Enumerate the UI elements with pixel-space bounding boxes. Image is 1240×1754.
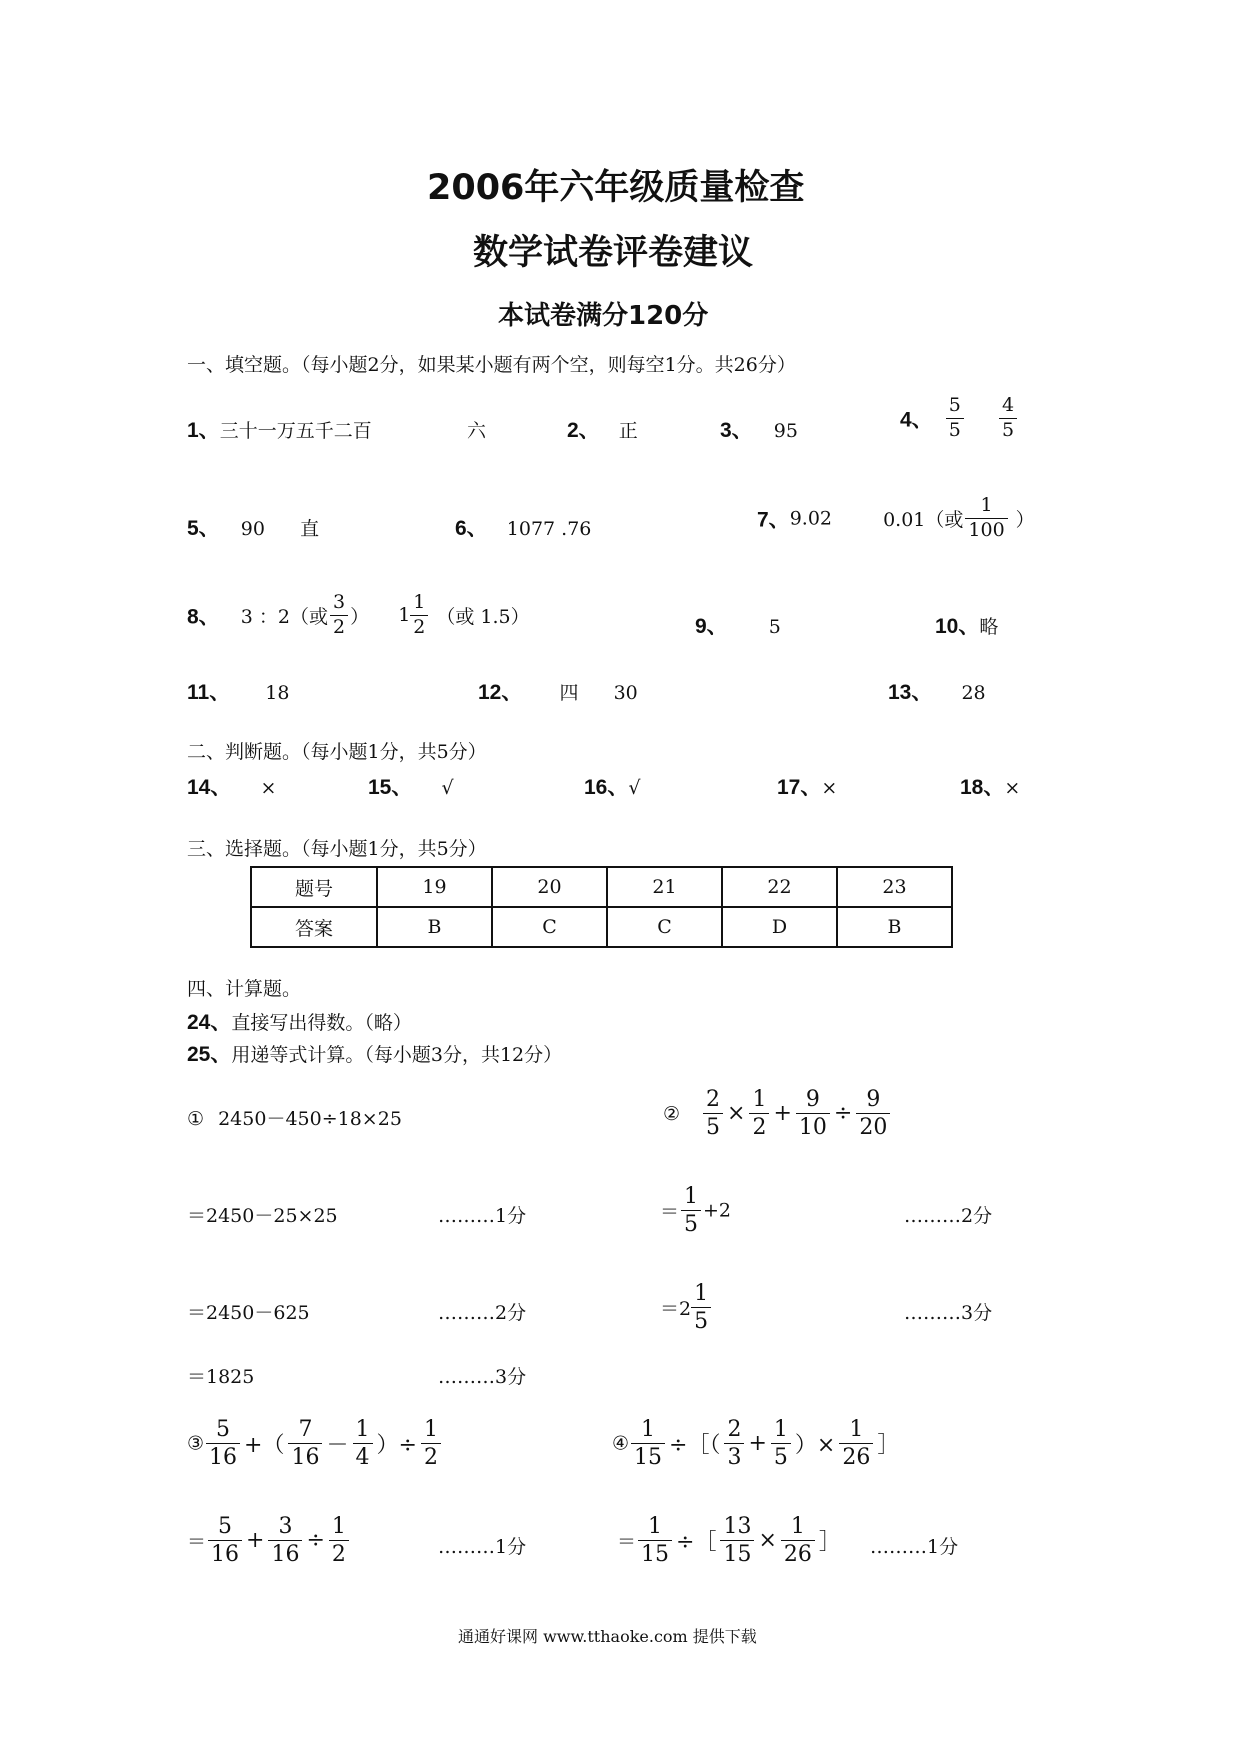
numerator: 5 (948, 394, 961, 416)
denominator: 15 (720, 1540, 754, 1566)
numerator: 1 (355, 1417, 370, 1442)
answer-table (250, 866, 953, 948)
operator: ÷ (306, 1528, 325, 1554)
answer: 直 (300, 518, 320, 540)
section-2-header: 二、判断题。（每小题1分，共5分） (187, 741, 487, 763)
question-number: 6、 (455, 517, 488, 540)
fraction (703, 1088, 723, 1139)
p3-points-1: ………1分 (438, 1536, 527, 1558)
question-text: 直接写出得数。（略） (231, 1012, 412, 1034)
answer: 略 (979, 616, 999, 638)
q24 (187, 1006, 412, 1036)
operator: ÷［ (676, 1530, 717, 1556)
judgment-item (584, 771, 640, 801)
fraction (771, 1418, 791, 1469)
table-cell: 答案 (251, 907, 377, 947)
table-row (251, 907, 952, 947)
answer: ） (1015, 508, 1035, 531)
table-cell: B (377, 907, 492, 947)
problem-1 (187, 1104, 402, 1131)
operator: ÷［（ (669, 1433, 721, 1459)
question-number: 7、 (757, 508, 790, 532)
fraction (720, 1515, 754, 1566)
judgment-item (960, 771, 1020, 801)
operator: ］ (818, 1530, 841, 1556)
page-title: 2006年六年级质量检查 (427, 168, 805, 208)
fraction (946, 396, 964, 441)
q2 (567, 414, 638, 444)
numerator: 1 (773, 1417, 788, 1442)
denominator: 5 (999, 418, 1017, 441)
p4-step-1 (617, 1515, 843, 1566)
numerator: 9 (866, 1087, 881, 1112)
judgment-item (368, 771, 454, 801)
operator: × (758, 1528, 777, 1554)
answer: 18 (265, 682, 290, 704)
denominator: 16 (206, 1443, 240, 1469)
problem-label: ② (663, 1102, 681, 1125)
fraction (749, 1088, 769, 1139)
denominator: 16 (208, 1540, 242, 1566)
answer: 三十一万五千二百 (219, 420, 372, 442)
denominator: 3 (724, 1443, 744, 1469)
p2-points-2: ………3分 (904, 1302, 993, 1324)
denominator: 15 (631, 1443, 665, 1469)
p4-points-1: ………1分 (870, 1536, 959, 1558)
table-row (251, 867, 952, 907)
answer: √ (628, 777, 641, 799)
section-3-header: 三、选择题。（每小题1分，共5分） (187, 838, 487, 860)
numerator: 1 (980, 494, 993, 516)
denominator: 2 (330, 615, 348, 638)
operator: － (326, 1433, 349, 1459)
question-number: 5、 (187, 517, 220, 540)
total-score: 本试卷满分120分 (498, 301, 709, 331)
p1-points-2: ………2分 (438, 1302, 527, 1324)
denominator: 100 (965, 518, 1007, 541)
q7 (757, 496, 1035, 541)
p1-points-3: ………3分 (438, 1366, 527, 1388)
question-number: 24、 (187, 1011, 232, 1034)
question-number: 11、 (187, 681, 231, 704)
operator: ÷ (833, 1101, 853, 1127)
question-text: 用递等式计算。（每小题3分，共12分） (231, 1044, 563, 1066)
question-number: 8、 (187, 605, 220, 629)
operator: ）× (794, 1433, 836, 1459)
question-number: 17、 (777, 776, 822, 799)
answer: × (821, 777, 838, 799)
q6 (455, 512, 591, 542)
numerator: 13 (723, 1514, 752, 1539)
fraction (329, 1515, 349, 1566)
fraction (856, 1088, 890, 1139)
table-cell: 22 (722, 867, 837, 907)
denominator: 10 (796, 1113, 830, 1139)
operator: +（ (244, 1433, 285, 1459)
q25 (187, 1038, 562, 1068)
answer: 正 (618, 420, 638, 442)
problem-label: ④ (612, 1432, 630, 1455)
table-cell: B (837, 907, 952, 947)
judgment-item (777, 771, 837, 801)
numerator: 3 (333, 591, 346, 613)
question-number: 18、 (960, 776, 1005, 799)
p1-step-3: ＝1825 (187, 1366, 255, 1388)
fraction (965, 496, 1007, 541)
answer: 3 ：2（或 (240, 605, 328, 628)
fraction (206, 1418, 240, 1469)
numerator: 1 (752, 1087, 767, 1112)
numerator: 1 (641, 1417, 656, 1442)
fraction (781, 1515, 815, 1566)
question-number: 10、 (935, 615, 980, 638)
problem-label: ③ (187, 1432, 205, 1455)
problem-4 (612, 1418, 901, 1469)
fraction (681, 1185, 701, 1236)
operator: + (246, 1528, 265, 1554)
equals: ＝ (660, 1201, 680, 1224)
page-subtitle: 数学试卷评卷建议 (473, 233, 754, 273)
operator: ）÷ (376, 1433, 417, 1459)
answer: √ (441, 777, 454, 799)
judgment-item (187, 771, 276, 801)
numerator: 1 (694, 1281, 709, 1306)
fraction (999, 396, 1017, 441)
p2-points-1: ………2分 (904, 1205, 993, 1227)
numerator: 5 (216, 1417, 231, 1442)
table-cell: 20 (492, 867, 607, 907)
numerator: 4 (1001, 394, 1015, 416)
expression: 2450－450÷18×25 (218, 1108, 402, 1130)
fraction (410, 593, 428, 638)
equals: ＝ (617, 1531, 637, 1554)
denominator: 26 (781, 1540, 815, 1566)
answer: 30 (613, 682, 638, 704)
fraction (421, 1418, 441, 1469)
q10 (935, 610, 998, 640)
answer: 95 (773, 420, 798, 442)
table-cell: 23 (837, 867, 952, 907)
answer: × (1004, 777, 1021, 799)
fraction (268, 1515, 302, 1566)
q4 (900, 396, 1019, 441)
whole-part: 1 (398, 604, 411, 627)
q13 (888, 676, 986, 706)
numerator: 1 (413, 591, 426, 613)
question-number: 1、 (187, 419, 220, 442)
question-number: 12、 (478, 681, 523, 704)
table-cell: C (607, 907, 722, 947)
q12 (478, 676, 638, 706)
operator: + (748, 1431, 767, 1457)
fraction (724, 1418, 744, 1469)
numerator: 7 (298, 1417, 313, 1442)
answer: 四 (559, 682, 579, 704)
question-number: 9、 (695, 615, 728, 638)
section-1-header: 一、填空题。（每小题2分，如果某小题有两个空，则每空1分。共26分） (187, 354, 796, 376)
answer: 5 (768, 616, 781, 638)
problem-3 (187, 1418, 443, 1469)
fraction (839, 1418, 873, 1469)
p2-step-2 (660, 1282, 713, 1333)
question-number: 25、 (187, 1043, 232, 1066)
denominator: 2 (329, 1540, 349, 1566)
numerator: 1 (790, 1514, 805, 1539)
numerator: 2 (706, 1087, 721, 1112)
denominator: 5 (691, 1307, 711, 1333)
answer: ） (350, 605, 370, 628)
denominator: 2 (749, 1113, 769, 1139)
denominator: 15 (638, 1540, 672, 1566)
question-number: 4、 (900, 408, 933, 432)
fraction (288, 1418, 322, 1469)
question-number: 15、 (368, 776, 413, 799)
table-cell: D (722, 907, 837, 947)
q8 (187, 593, 530, 638)
equals: ＝2 (660, 1298, 692, 1321)
fraction (631, 1418, 665, 1469)
numerator: 9 (805, 1087, 820, 1112)
fraction (796, 1088, 830, 1139)
numerator: 1 (849, 1417, 864, 1442)
answer: 0.01（或 (883, 508, 964, 531)
denominator: 2 (410, 615, 428, 638)
problem-2 (663, 1088, 892, 1139)
answer: 28 (961, 682, 986, 704)
fraction (330, 593, 348, 638)
question-number: 16、 (584, 776, 629, 799)
problem-label: ① (187, 1108, 205, 1130)
numerator: 1 (331, 1514, 346, 1539)
table-cell: C (492, 907, 607, 947)
q3 (720, 414, 798, 444)
p3-step-1 (187, 1515, 351, 1566)
table-cell: 21 (607, 867, 722, 907)
q5 (187, 512, 319, 542)
answer: 9.02 (789, 507, 832, 530)
denominator: 5 (681, 1210, 701, 1236)
answer: × (260, 777, 277, 799)
denominator: 5 (771, 1443, 791, 1469)
p2-step-1 (660, 1185, 731, 1236)
q1-answer-2: 六 (467, 420, 487, 442)
p1-step-1: ＝2450－25×25 (187, 1205, 338, 1227)
q9 (695, 610, 781, 640)
question-number: 14、 (187, 776, 232, 799)
operator: ］ (877, 1433, 900, 1459)
footer-credit: 通通好课网 www.tthaoke.com 提供下载 (458, 1627, 757, 1646)
p1-step-2: ＝2450－625 (187, 1302, 310, 1324)
q11 (187, 676, 289, 706)
denominator: 26 (839, 1443, 873, 1469)
answer: 90 (240, 518, 265, 540)
answer: 1077 .76 (506, 518, 592, 540)
table-cell: 19 (377, 867, 492, 907)
numerator: 1 (648, 1514, 663, 1539)
answer: （或 1.5） (436, 605, 530, 628)
denominator: 16 (288, 1443, 322, 1469)
fraction (691, 1282, 711, 1333)
fraction (353, 1418, 373, 1469)
denominator: 20 (856, 1113, 890, 1139)
p1-points-1: ………1分 (438, 1205, 527, 1227)
numerator: 1 (423, 1417, 438, 1442)
question-number: 13、 (888, 681, 933, 704)
numerator: 1 (684, 1184, 699, 1209)
denominator: 4 (353, 1443, 373, 1469)
fraction (638, 1515, 672, 1566)
expression: +2 (703, 1199, 732, 1222)
denominator: 16 (268, 1540, 302, 1566)
section-4-header: 四、计算题。 (187, 978, 302, 1000)
q1 (187, 414, 372, 444)
equals: ＝ (187, 1531, 207, 1554)
denominator: 5 (703, 1113, 723, 1139)
denominator: 5 (946, 418, 964, 441)
numerator: 2 (727, 1417, 742, 1442)
numerator: 5 (218, 1514, 233, 1539)
operator: + (773, 1101, 792, 1127)
table-cell: 题号 (251, 867, 377, 907)
denominator: 2 (421, 1443, 441, 1469)
operator: × (727, 1101, 746, 1127)
numerator: 3 (278, 1514, 293, 1539)
fraction (208, 1515, 242, 1566)
question-number: 2、 (567, 419, 600, 442)
question-number: 3、 (720, 419, 753, 442)
